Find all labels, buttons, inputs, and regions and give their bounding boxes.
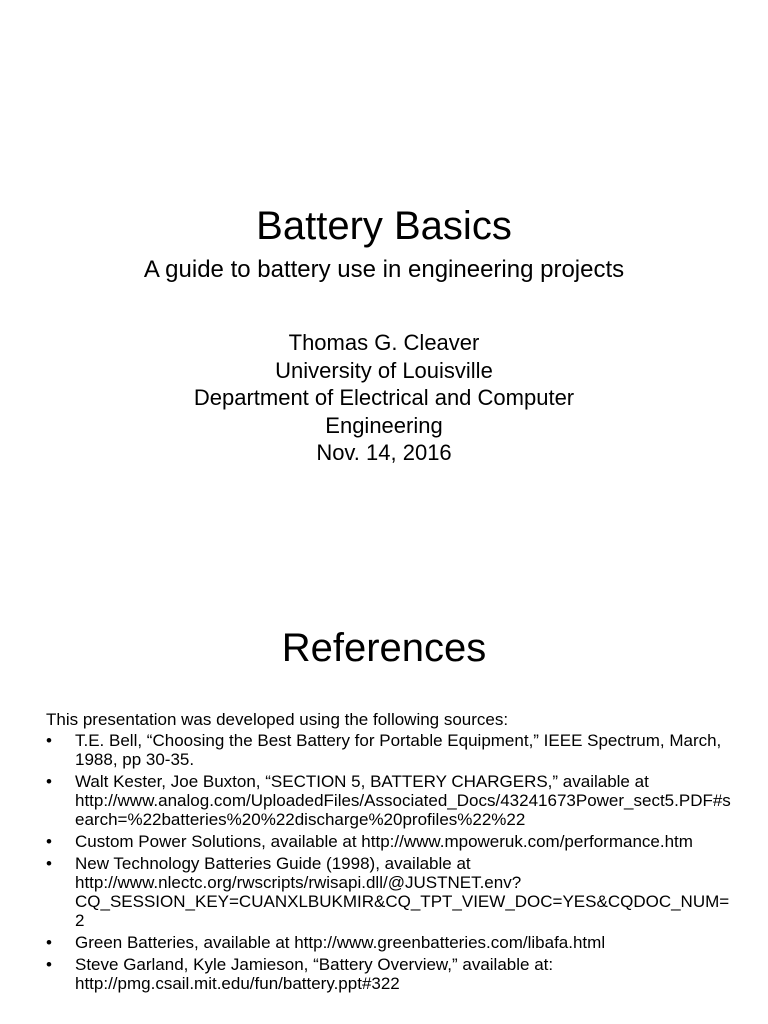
reference-item <box>46 955 736 993</box>
bullet-icon: • <box>46 832 52 851</box>
bullet-icon: • <box>46 955 52 974</box>
reference-text: Custom Power Solutions, available at http://www.mpoweruk.com/performance.htm <box>75 832 693 851</box>
reference-text: Steve Garland, Kyle Jamieson, “Battery Overview,” available at: http://pmg.csail.mit.edu/fun/battery.ppt#322 <box>75 955 554 993</box>
references-title: References <box>281 626 487 670</box>
reference-item <box>46 772 736 829</box>
slide-subtitle: A guide to battery use in engineering projects <box>143 256 625 283</box>
bullet-icon: • <box>46 772 52 791</box>
reference-item <box>46 731 736 769</box>
references-list <box>46 731 736 993</box>
author-block <box>0 329 768 467</box>
author-university: University of Louisville <box>275 357 493 383</box>
reference-item <box>46 854 736 930</box>
references-body <box>46 710 736 996</box>
author-department: Department of Electrical and Computer <box>193 385 575 410</box>
reference-item <box>46 832 736 851</box>
reference-text: New Technology Batteries Guide (1998), available at http://www.nlectc.org/rwscripts/rwisapi.dll/@JUSTNET.env?CQ_SESSION_KEY=CUANXLBUKMIR&CQ_TPT_VIEW_DOC=YES&CQDOC_NUM=2 <box>75 854 730 930</box>
bullet-icon: • <box>46 933 52 952</box>
references-intro: This presentation was developed using the following sources: <box>46 710 509 729</box>
reference-item <box>46 933 736 952</box>
presentation-date: Nov. 14, 2016 <box>316 440 452 465</box>
references-slide <box>0 576 768 1024</box>
author-name: Thomas G. Cleaver <box>288 330 480 355</box>
author-department-cont: Engineering <box>325 412 443 438</box>
reference-text: T.E. Bell, “Choosing the Best Battery for Portable Equipment,” IEEE Spectrum, March, 1988, pp 30-35. <box>75 731 722 769</box>
reference-text: Green Batteries, available at http://www.greenbatteries.com/libafa.html <box>75 933 606 952</box>
bullet-icon: • <box>46 731 52 750</box>
bullet-icon: • <box>46 854 52 873</box>
reference-text: Walt Kester, Joe Buxton, “SECTION 5, BATTERY CHARGERS,” available at http://www.analog.com/UploadedFiles/Associated_Docs/43241673Power_sect5.PDF#search=%22batteries%20%22discharge%20profiles%22%22 <box>75 772 731 829</box>
slide-title: Battery Basics <box>256 204 512 248</box>
